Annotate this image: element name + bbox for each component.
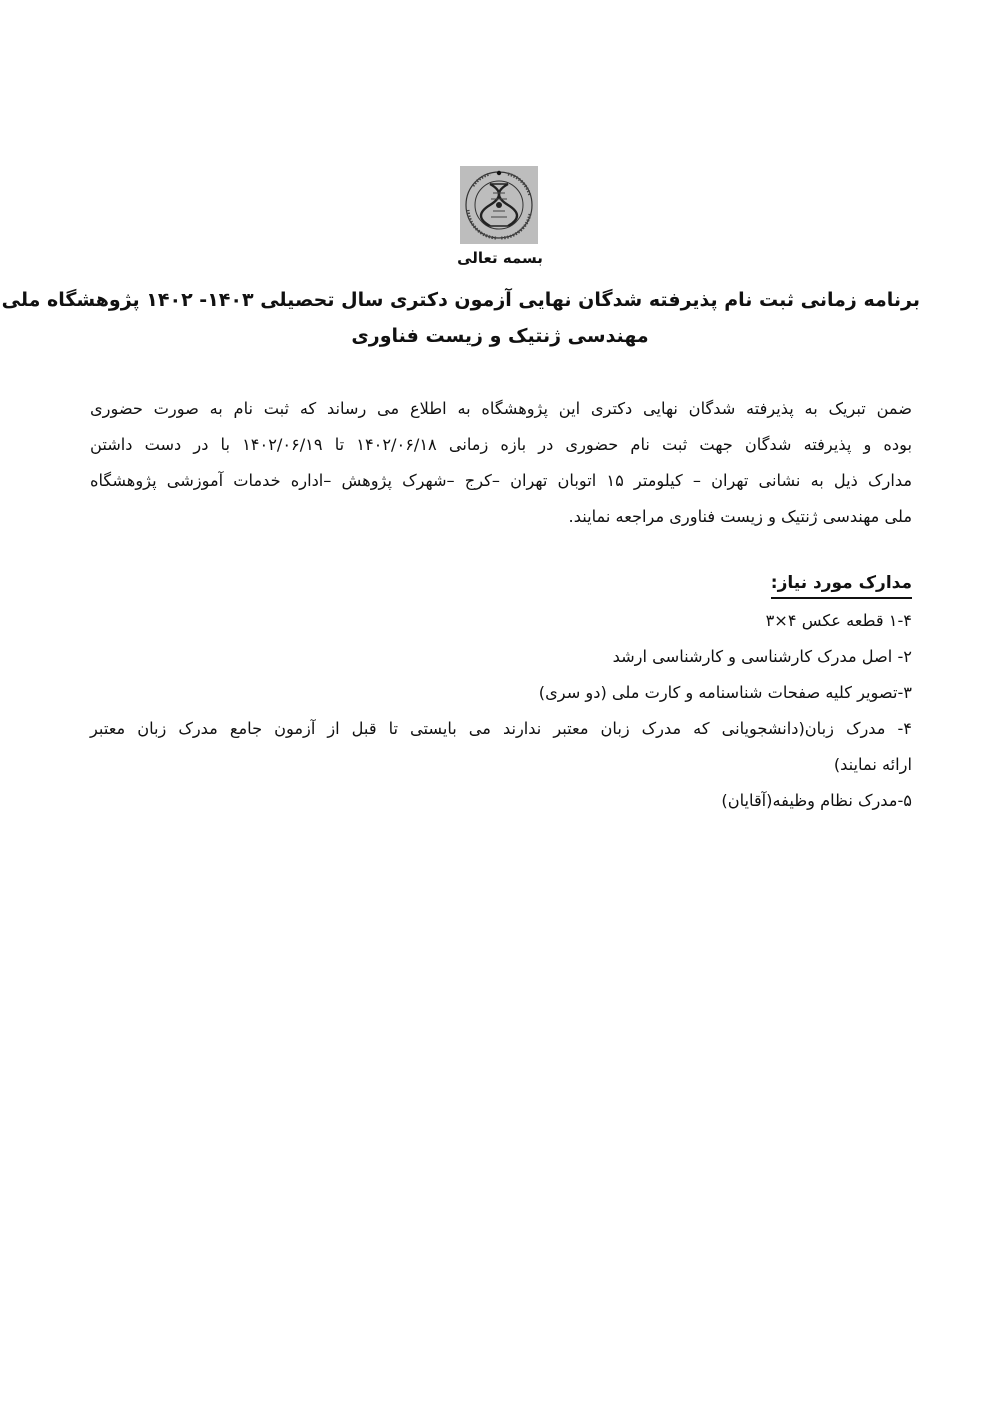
basmala-heading: بسمه تعالی: [457, 249, 543, 267]
document-item-language-line-2: ارائه نمایند): [833, 755, 912, 774]
intro-line-4: ملی مهندسی ژنتیک و زیست فناوری مراجعه نمایند.: [568, 507, 912, 526]
intro-line-2: بوده و پذیرفته شدگان جهت ثبت نام حضوری در بازه زمانی ۱۴۰۲/۰۶/۱۸ تا ۱۴۰۲/۰۶/۱۹ با در دست داشتن: [90, 435, 912, 454]
document-item-id-copies: ۳-تصویر کلیه صفحات شناسنامه و کارت ملی (دو سری): [538, 683, 912, 702]
intro-line-3: مدارک ذیل به نشانی تهران – کیلومتر ۱۵ اتوبان تهران –کرج –شهرک پژوهش –اداره خدمات آموزشی پژوهشگاه: [90, 471, 913, 490]
document-item-military-service: ۵-مدرک نظام وظیفه(آقایان): [721, 791, 912, 810]
institute-logo: [460, 166, 538, 244]
required-documents-heading: مدارک مورد نیاز:: [771, 569, 912, 599]
document-item-degrees: ۲- اصل مدرک کارشناسی و کارشناسی ارشد: [612, 647, 912, 666]
document-item-language-line-1: ۴- مدرک زبان(دانشجویانی که مدرک زبان معتبر ندارند می بایستی تا قبل از آزمون جامع مدرک زبان معتبر: [90, 719, 912, 738]
intro-paragraph: [90, 391, 912, 535]
required-documents-section: [90, 565, 912, 819]
document-item-photos: ۱-۴ قطعه عکس ۴×۳: [765, 611, 912, 630]
page-title: [1, 282, 920, 354]
title-line-1: برنامه زمانی ثبت نام پذیرفته شدگان نهایی آزمون دکتری سال تحصیلی ۱۴۰۳- ۱۴۰۲ پژوهشگاه ملی: [1, 289, 920, 311]
title-line-2: مهندسی ژنتیک و زیست فناوری: [351, 325, 649, 347]
intro-line-1: ضمن تبریک به پذیرفته شدگان نهایی دکتری این پژوهشگاه به اطلاع می رساند که ثبت نام به صورت حضوری: [90, 399, 912, 418]
dna-helix-emblem-icon: [460, 166, 538, 244]
